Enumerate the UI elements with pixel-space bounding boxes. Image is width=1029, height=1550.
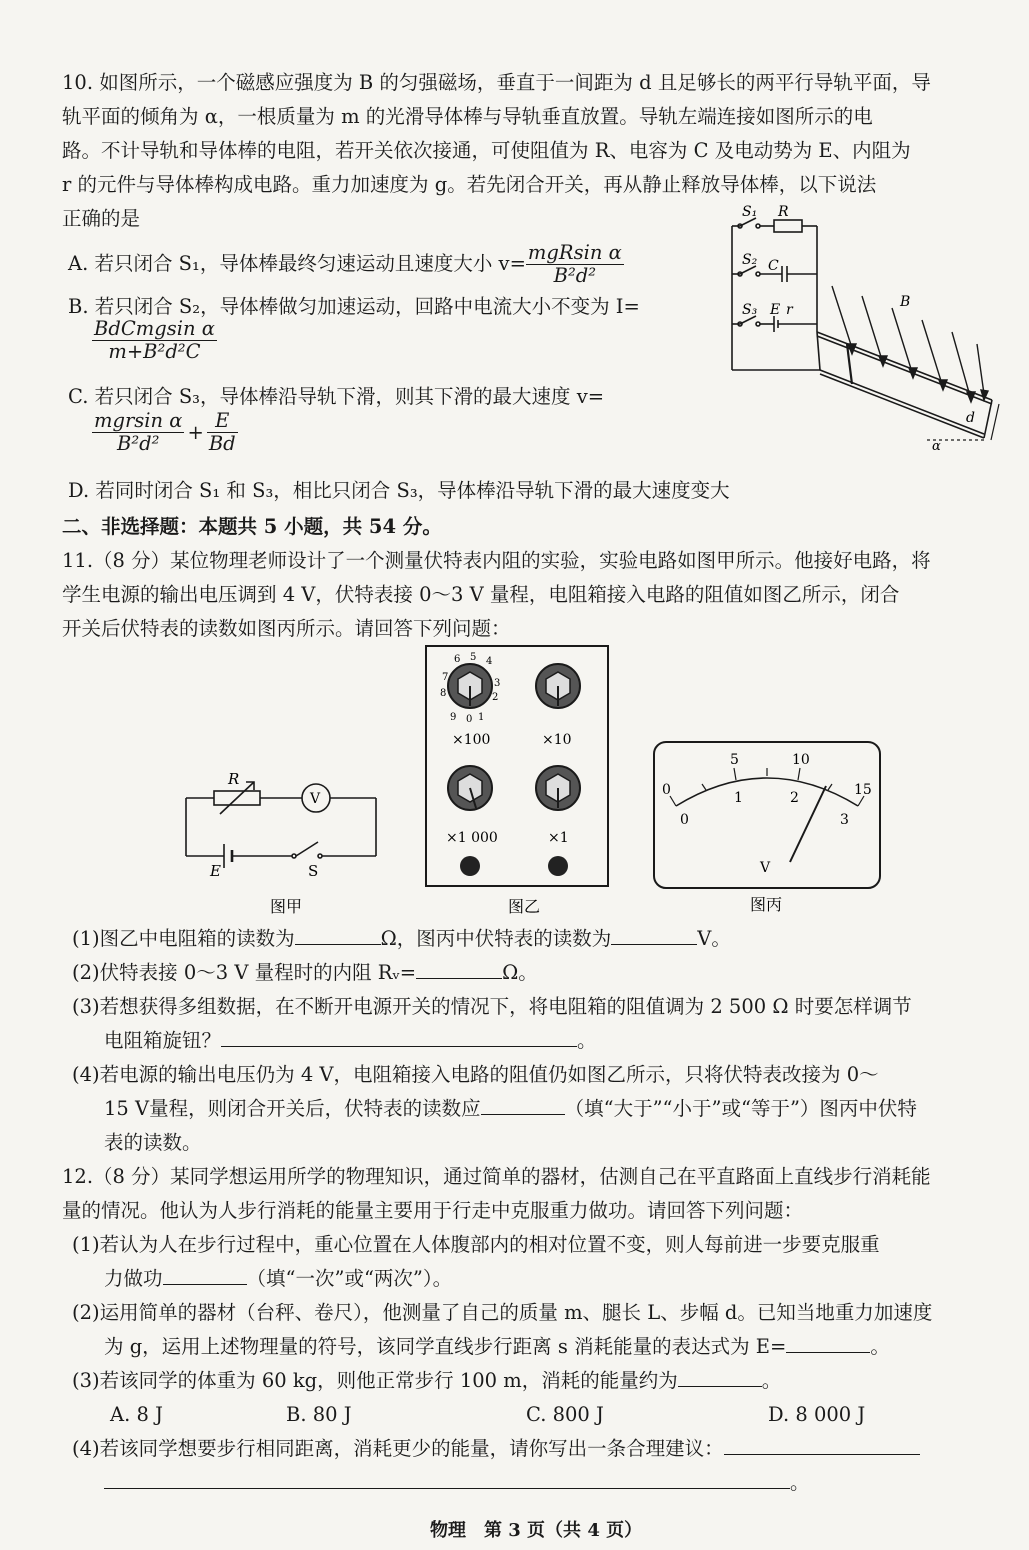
q11-jia-s-label: S <box>308 862 319 880</box>
q10-fig-c-label: C <box>768 258 779 274</box>
q10-option-c-expression <box>92 410 238 455</box>
q11-yi-digit-6: 6 <box>454 654 461 665</box>
q12-part-2-line-2 <box>104 1330 890 1363</box>
q11-bing-bottom-0: 0 <box>680 812 689 828</box>
q11-yi-digit-0: 0 <box>466 714 473 725</box>
q11-yi-mult-x1: ×1 <box>548 830 569 846</box>
q10-fig-alpha-label: α <box>932 439 941 454</box>
q12-part-4-line-1 <box>72 1432 920 1465</box>
page-footer: 物理 第 3 页（共 4 页） <box>430 1520 643 1541</box>
q12-part-1-text-b: （填“一次”或“两次”）。 <box>246 1267 453 1290</box>
q11-part-2-text-a: (2)伏特表接 0～3 V 量程时的内阻 Rᵥ= <box>72 961 417 984</box>
q11-yi-digit-7: 7 <box>442 672 449 683</box>
q10-fig-r-internal-label: r <box>786 302 793 318</box>
q12-choice-b[interactable]: B. 80 J <box>286 1403 352 1426</box>
q12-part-4-text: (4)若该同学想要步行相同距离，消耗更少的能量，请你写出一条合理建议： <box>72 1437 724 1460</box>
q10-circuit-figure <box>722 198 1012 460</box>
q11-stem-line-3: 开关后伏特表的读数如图丙所示。请回答下列问题： <box>62 617 511 640</box>
q11-part-4-line-1: (4)若电源的输出电压仍为 4 V，电阻箱接入电路的阻值仍如图乙所示，只将伏特表改接为 0～ <box>72 1063 879 1086</box>
q10-stem-line-2: 轨平面的倾角为 α，一根质量为 m 的光滑导体棒与导轨垂直放置。导轨左端连接如图所示的电 <box>62 105 873 128</box>
q12-part-3-end: 。 <box>761 1369 782 1392</box>
q11-bing-top-0: 0 <box>662 782 671 798</box>
q12-part-4-line-2 <box>104 1466 810 1499</box>
q12-part-2-line-1: (2)运用简单的器材（台秤、卷尺），他测量了自己的质量 m、腿长 L、步幅 d。已知当地重力加速度 <box>72 1301 933 1324</box>
q12-part-3 <box>72 1364 781 1397</box>
q11-part-4-line-3: 表的读数。 <box>104 1131 202 1154</box>
q11-bing-bottom-1: 1 <box>734 790 743 806</box>
q11-part-4-blank[interactable] <box>481 1094 565 1115</box>
q11-part-3-line-1: (3)若想获得多组数据，在不断开电源开关的情况下，将电阻箱的阻值调为 2 500 Ω 时要怎样调节 <box>72 995 912 1018</box>
q11-figure-jia <box>180 760 390 920</box>
q11-yi-digit-4: 4 <box>486 656 493 667</box>
q11-part-1-blank-2[interactable] <box>611 924 697 945</box>
q10-option-b-denominator: m+B²d²C <box>108 340 201 363</box>
q11-part-4-line-2 <box>104 1092 917 1125</box>
q11-yi-dial-x1000 <box>448 766 492 810</box>
q12-part-4-blank-1[interactable] <box>724 1434 920 1455</box>
q12-choice-d[interactable]: D. 8 000 J <box>768 1403 866 1426</box>
q12-part-1-blank[interactable] <box>163 1264 247 1285</box>
q10-fig-e-label: E <box>770 302 781 318</box>
q10-option-b-text: B. 若只闭合 S₂，导体棒做匀加速运动，回路中电流大小不变为 I= <box>68 295 640 318</box>
q11-yi-digit-5: 5 <box>470 652 477 663</box>
q12-choice-c[interactable]: C. 800 J <box>526 1403 604 1426</box>
q12-part-2-end: 。 <box>870 1335 890 1358</box>
q10-option-a-fraction <box>526 242 624 287</box>
q11-yi-mult-x1000: ×1 000 <box>446 830 498 846</box>
q11-stem-line-1: 11.（8 分）某位物理老师设计了一个测量伏特表内阻的实验，实验电路如图甲所示。他接好电路，将 <box>62 549 931 572</box>
q12-part-2-blank[interactable] <box>786 1332 870 1353</box>
q10-option-d: D. 若同时闭合 S₁ 和 S₃，相比只闭合 S₃，导体棒沿导轨下滑的最大速度变大 <box>68 479 730 502</box>
q10-option-a-denominator: B²d² <box>553 264 597 287</box>
q10-option-c-denominator-1: B²d² <box>117 432 160 455</box>
q11-yi-digit-9: 9 <box>450 712 457 723</box>
q11-jia-r-label: R <box>228 770 240 788</box>
q11-figure-yi <box>420 640 615 920</box>
q12-part-1-line-1: (1)若认为人在步行过程中，重心位置在人体腹部内的相对位置不变，则人每前进一步要克服重 <box>72 1233 880 1256</box>
q10-fig-s3-label: S₃ <box>742 302 758 318</box>
q11-yi-digit-3: 3 <box>494 678 501 689</box>
q10-option-a <box>68 242 624 287</box>
q11-part-3-line-2 <box>104 1024 597 1057</box>
q12-part-2-text: 为 g，运用上述物理量的符号，该同学直线步行距离 s 消耗能量的表达式为 E= <box>104 1335 787 1358</box>
section-2-heading: 二、非选择题：本题共 5 小题，共 54 分。 <box>62 515 442 538</box>
q11-bing-caption: 图丙 <box>750 895 783 914</box>
q12-stem-line-2: 量的情况。他认为人步行消耗的能量主要用于行走中克服重力做功。请回答下列问题： <box>62 1199 804 1222</box>
q11-figure-bing <box>650 738 886 920</box>
q10-option-c-text: C. 若只闭合 S₃，导体棒沿导轨下滑，则其下滑的最大速度 v= <box>68 385 605 408</box>
q11-part-4-text-a: 15 V量程，则闭合开关后，伏特表的读数应 <box>104 1097 481 1120</box>
q12-part-1-line-2 <box>104 1262 452 1295</box>
q11-yi-dial-x100 <box>448 664 492 708</box>
q11-yi-caption: 图乙 <box>508 897 541 916</box>
q11-part-1-text-a: (1)图乙中电阻箱的读数为 <box>72 927 295 950</box>
q11-yi-digit-2: 2 <box>492 692 499 703</box>
q10-option-c-numerator-1: mgrsin α <box>94 409 183 432</box>
q10-option-a-numerator: mgRsin α <box>527 241 622 264</box>
q12-part-1-text-a: 力做功 <box>104 1267 163 1290</box>
q11-part-1-text-c: V。 <box>697 927 731 950</box>
q12-part-3-text: (3)若该同学的体重为 60 kg，则他正常步行 100 m，消耗的能量约为 <box>72 1369 678 1392</box>
q10-stem-line-5: 正确的是 <box>62 207 141 230</box>
q11-part-2-blank[interactable] <box>416 958 502 979</box>
q11-bing-unit: V <box>760 860 771 876</box>
q11-part-2 <box>72 956 538 989</box>
q12-stem-line-1: 12.（8 分）某同学想运用所学的物理知识，通过简单的器材，估测自己在平直路面上直线步行消耗能 <box>62 1165 931 1188</box>
q11-yi-mult-x100: ×100 <box>452 732 491 748</box>
q12-part-4-end: 。 <box>790 1471 810 1494</box>
q11-jia-caption: 图甲 <box>270 897 303 916</box>
q11-part-4-text-b: （填“大于”“小于”或“等于”）图丙中伏特 <box>564 1097 917 1120</box>
q11-bing-top-15: 15 <box>854 782 872 798</box>
q10-stem-line-3: 路。不计导轨和导体棒的电阻，若开关依次接通，可使阻值为 R、电容为 C 及电动势为 E、内阻为 <box>62 139 911 162</box>
q11-yi-mult-x10: ×10 <box>542 732 572 748</box>
q10-option-c-plus: + <box>187 421 204 444</box>
q10-option-b-fraction <box>92 318 217 363</box>
q10-fig-s2-label: S₂ <box>742 252 758 268</box>
q10-fig-r-label: R <box>778 204 789 220</box>
q11-part-3-end: 。 <box>577 1029 597 1052</box>
q10-fig-d-label: d <box>966 410 975 426</box>
q11-yi-digit-1: 1 <box>478 712 485 723</box>
q10-option-a-text: A. 若只闭合 S₁，导体棒最终匀速运动且速度大小 v= <box>68 252 526 275</box>
q11-part-3-blank[interactable] <box>221 1026 577 1047</box>
q11-part-1-text-b: Ω，图丙中伏特表的读数为 <box>380 927 612 950</box>
q10-stem-line-1: 10. 如图所示，一个磁感应强度为 B 的匀强磁场，垂直于一间距为 d 且足够长的两平行导轨平面，导 <box>62 71 931 94</box>
q10-option-b-numerator: BdCmgsin α <box>94 317 215 340</box>
q11-part-3-text: 电阻箱旋钮？ <box>104 1029 222 1052</box>
q11-bing-top-10: 10 <box>792 752 810 768</box>
q11-jia-voltmeter-label: V <box>310 791 321 807</box>
q11-yi-dial-x10 <box>536 664 580 708</box>
q11-part-1 <box>72 922 731 955</box>
q11-bing-bottom-3: 3 <box>840 812 849 828</box>
q11-yi-digit-8: 8 <box>440 688 447 699</box>
q11-stem-line-2: 学生电源的输出电压调到 4 V，伏特表接 0～3 V 量程，电阻箱接入电路的阻值如图乙所示，闭合 <box>62 583 900 606</box>
q11-bing-top-5: 5 <box>730 752 739 768</box>
q11-part-2-text-b: Ω。 <box>502 961 538 984</box>
q10-option-c-numerator-2: E <box>207 410 238 433</box>
q11-part-1-blank-1[interactable] <box>295 924 381 945</box>
q12-part-4-blank-2[interactable] <box>104 1468 790 1489</box>
q11-bing-bottom-2: 2 <box>790 790 799 806</box>
q10-fig-s1-label: S₁ <box>742 204 758 220</box>
q12-choice-a[interactable]: A. 8 J <box>110 1403 163 1426</box>
q10-fig-b-label: B <box>900 294 911 310</box>
q10-stem-line-4: r 的元件与导体棒构成电路。重力加速度为 g。若先闭合开关，再从静止释放导体棒，以下说法 <box>62 173 877 196</box>
q11-yi-dial-x1 <box>536 766 580 810</box>
q11-jia-e-label: E <box>210 862 221 880</box>
q10-option-c-denominator-2: Bd <box>208 432 236 455</box>
q12-part-3-blank[interactable] <box>678 1366 762 1387</box>
